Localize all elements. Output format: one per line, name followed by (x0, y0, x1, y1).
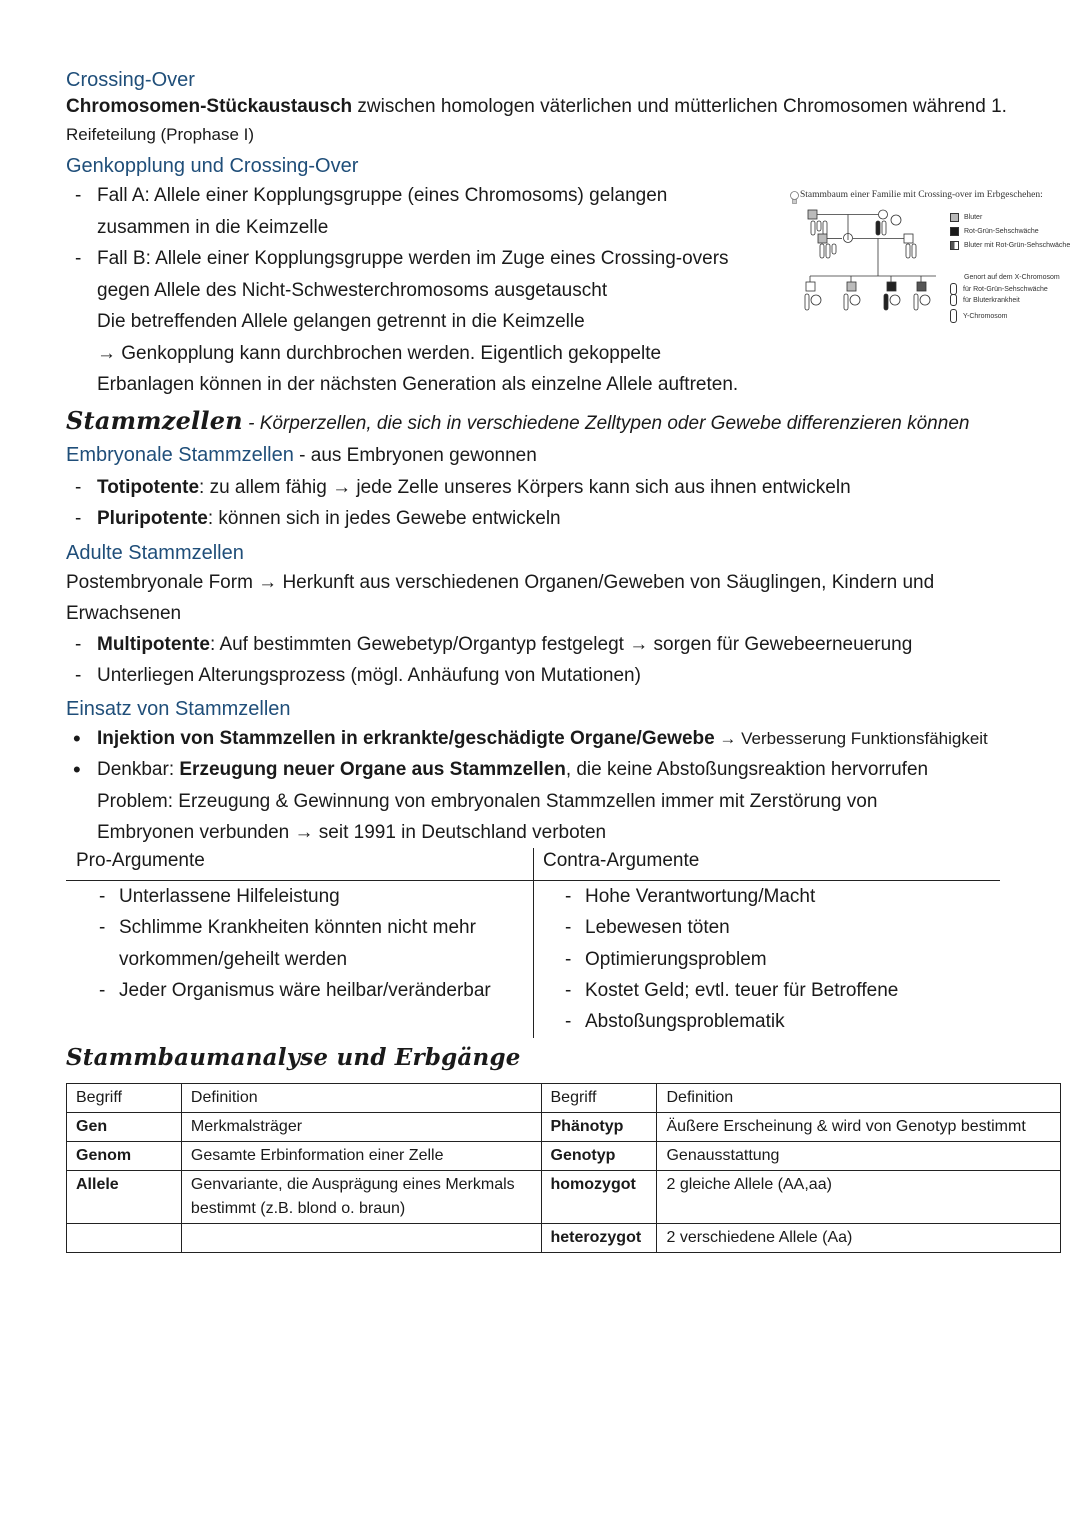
legend-label: für Rot-Grün-Sehschwäche (963, 285, 1048, 293)
figure-title: Stammbaum einer Familie mit Crossing-over im Erbgeschehen: (800, 190, 1043, 200)
pedigree-diagram (796, 206, 946, 336)
legend-swatch (950, 227, 959, 236)
list-item: - Unterliegen Alterungsprozess (mögl. Anhäufung von Mutationen) (66, 660, 1061, 692)
legend-item (950, 309, 1070, 323)
table-cell: Genom (67, 1142, 182, 1171)
legend-item (950, 224, 1070, 238)
column-header: Definition (181, 1084, 541, 1113)
column-header: Definition (657, 1084, 1061, 1113)
table-row (67, 1113, 1061, 1142)
list-item: - Kostet Geld; evtl. teuer für Betroffene (553, 975, 898, 1006)
heading-einsatz: Einsatz von Stammzellen (66, 697, 291, 720)
chromosome-icon (950, 294, 957, 306)
table-cell: Gen (67, 1113, 182, 1142)
pro-header: Pro-Argumente (76, 850, 205, 871)
stammzellen-definition: - Körperzellen, die sich in verschiedene Zelltypen oder Gewebe differenzieren können (242, 412, 970, 434)
crossing-over-line2: Reifeteilung (Prophase I) (66, 125, 255, 144)
stammzellen-line (66, 405, 1061, 440)
term-pluripotente: Pluripotente (97, 508, 208, 529)
list-item: - Lebewesen töten (553, 912, 898, 943)
table-cell: Gesamte Erbinformation einer Zelle (181, 1142, 541, 1171)
table-cell: Genvariante, die Ausprägung eines Merkmals bestimmt (z.B. blond o. braun) (181, 1171, 541, 1224)
heading-crossing-over: Crossing-Over (66, 69, 195, 91)
list-item: - Jeder Organismus wäre heilbar/veränderbar (87, 975, 491, 1006)
fall-b-text-4: → Genkopplung kann durchbrochen werden. Eigentlich gekoppelte (97, 342, 662, 364)
table-cell (67, 1224, 182, 1253)
table-cell (181, 1224, 541, 1253)
table-cell: Merkmalsträger (181, 1113, 541, 1142)
item-text: : können sich in jedes Gewebe entwickeln (207, 508, 561, 529)
item-text: vorkommen/geheilt werden (119, 948, 348, 970)
legend-item (950, 238, 1070, 252)
y-chromosome-icon (950, 309, 957, 323)
fall-b-text: Fall B: Allele einer Kopplungsgruppe werden im Zuge eines Crossing-overs (97, 248, 729, 269)
fall-a-text: Fall A: Allele einer Kopplungsgruppe (eines Chromosoms) gelangen (97, 185, 668, 206)
table-cell: homozygot (541, 1171, 657, 1224)
term-multipotente: Multipotente (97, 633, 210, 655)
adult-text-1: Postembryonale Form → Herkunft aus verschiedenen Organen/Geweben von Säuglingen, Kindern und (66, 571, 935, 593)
heading-adulte-stammzellen: Adulte Stammzellen (66, 541, 244, 564)
list-item: - Abstoßungsproblematik (553, 1006, 898, 1037)
heading-embryonale-stammzellen: Embryonale Stammzellen (66, 443, 294, 466)
table-cell: Genotyp (541, 1142, 657, 1171)
embryonal-subtitle: - aus Embryonen gewonnen (293, 444, 537, 466)
legend-label: Bluter mit Rot-Grün-Sehschwäche (964, 241, 1071, 249)
list-item (66, 472, 1061, 504)
list-item (66, 503, 1061, 535)
list-item: - Hohe Verantwortung/Macht (553, 881, 898, 912)
item-text: : zu allem fähig → jede Zelle unseres Körpers kann sich aus ihnen entwickeln (199, 476, 851, 498)
legend-label: Y-Chromosom (963, 312, 1008, 320)
figure-legend (950, 210, 1070, 323)
table-header-row (67, 1084, 1061, 1113)
crossing-over-definition (66, 92, 1061, 122)
legend2-title: Genort auf dem X-Chromosom (964, 273, 1060, 281)
embryonal-list (66, 472, 1061, 535)
item-text: Schlimme Krankheiten könnten nicht mehr (119, 917, 476, 939)
list-item (66, 723, 1061, 755)
adult-text-2: Erwachsenen (66, 602, 182, 624)
fall-a-text-2: zusammen in die Keimzelle (97, 216, 329, 238)
embryonal-line (66, 440, 1061, 472)
table-row (67, 1142, 1061, 1171)
list-item: - Unterlassene Hilfeleistung (87, 881, 491, 912)
table-cell: Allele (67, 1171, 182, 1224)
list-item (66, 629, 1061, 661)
legend-label: für Bluterkrankheit (963, 296, 1020, 304)
fall-b-text-5: Erbanlagen können in der nächsten Generation als einzelne Allele auftreten. (97, 374, 739, 395)
item-text: Denkbar: (97, 759, 180, 780)
term-chromosomen-stueckaustausch: Chromosomen-Stückaustausch (66, 96, 353, 117)
legend-label: Rot-Grün-Sehschwäche (964, 227, 1039, 235)
table-cell: 2 verschiedene Allele (Aa) (657, 1224, 1061, 1253)
term-totipotente: Totipotente (97, 476, 200, 498)
legend-item (950, 210, 1070, 224)
adult-list (66, 629, 1061, 692)
list-item: - Optimierungsproblem (553, 944, 898, 975)
heading-stammzellen: Stammzellen (66, 405, 243, 435)
table-row (67, 1171, 1061, 1224)
table-cell: heterozygot (541, 1224, 657, 1253)
item-text: → Verbesserung Funktionsfähigkeit (714, 728, 988, 748)
bold-text: Erzeugung neuer Organe aus Stammzellen (179, 759, 566, 780)
divider (533, 848, 534, 1038)
column-header: Begriff (67, 1084, 182, 1113)
heading-genkopplung: Genkopplung und Crossing-Over (66, 155, 359, 177)
list-item (87, 912, 491, 975)
contra-list (553, 881, 898, 1037)
fall-b-text-2: gegen Allele des Nicht-Schwesterchromosoms ausgetauscht (97, 279, 608, 301)
fall-b-text-3: Die betreffenden Allele gelangen getrennt in die Keimzelle (97, 311, 585, 332)
table-cell: Phänotyp (541, 1113, 657, 1142)
glossary-table (66, 1083, 1061, 1253)
list-item (66, 754, 1061, 786)
bold-text: Injektion von Stammzellen in erkrankte/geschädigte Organe/Gewebe (97, 727, 715, 749)
pedigree-figure (790, 186, 1078, 338)
legend-swatch (950, 213, 959, 222)
table-row (67, 1224, 1061, 1253)
item-text: : Auf bestimmten Gewebetyp/Organtyp festgelegt → sorgen für Gewebeerneuerung (209, 633, 913, 655)
legend-swatch (950, 241, 959, 250)
document-body (66, 66, 1061, 849)
contra-header: Contra-Argumente (543, 850, 700, 871)
table-cell: 2 gleiche Allele (AA,aa) (657, 1171, 1061, 1224)
legend-label: Bluter (964, 213, 983, 221)
definition-text: zwischen homologen väterlichen und mütterlichen Chromosomen während 1. (352, 96, 1007, 117)
item-text: , die keine Abstoßungsreaktion hervorrufen (565, 759, 929, 780)
table-cell: Genausstattung (657, 1142, 1061, 1171)
pro-contra-table (66, 848, 1000, 1038)
einsatz-problem-2: Embryonen verbunden → seit 1991 in Deutschland verboten (97, 822, 607, 843)
einsatz-problem-1: Problem: Erzeugung & Gewinnung von embryonalen Stammzellen immer mit Zerstörung von (97, 790, 878, 812)
column-header: Begriff (541, 1084, 657, 1113)
table-cell: Äußere Erscheinung & wird von Genotyp bestimmt (657, 1113, 1061, 1142)
pro-list (87, 881, 491, 1006)
heading-stammbaumanalyse: Stammbaumanalyse und Erbgänge (66, 1044, 521, 1071)
einsatz-list (66, 723, 1061, 786)
legend-item (950, 293, 1070, 307)
